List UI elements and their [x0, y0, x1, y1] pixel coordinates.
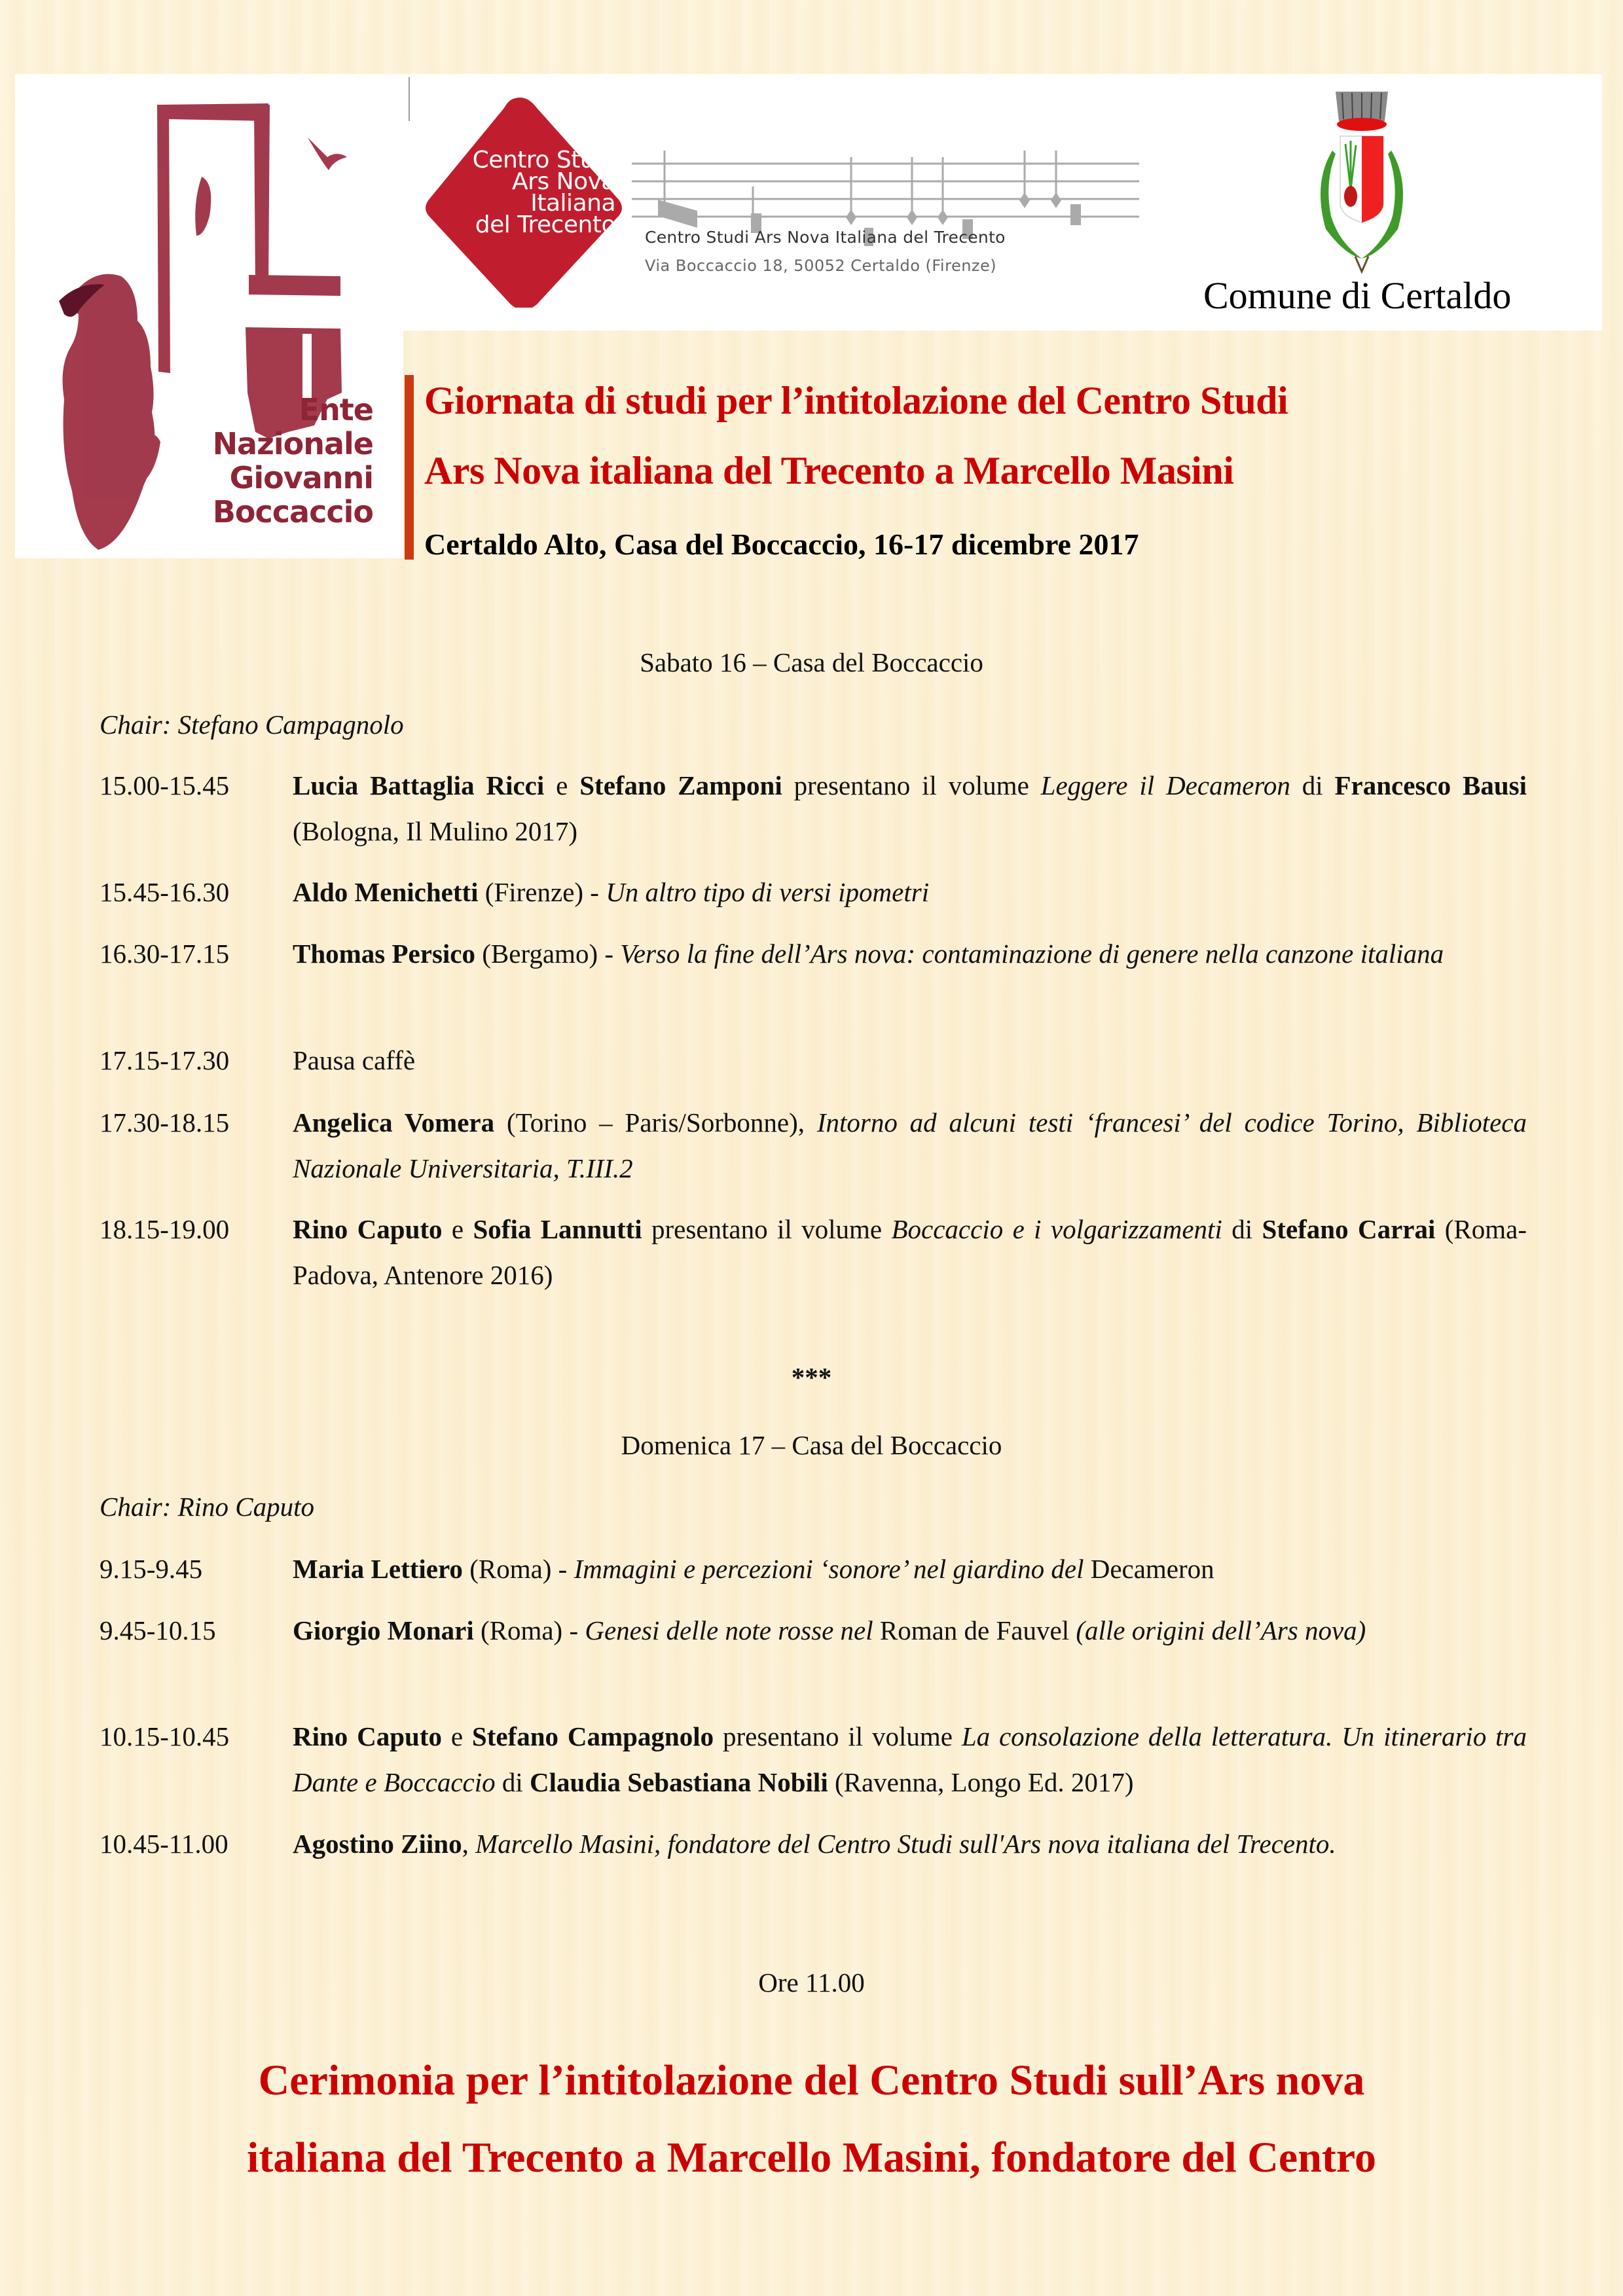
centro-studi-address: Via Boccaccio 18, 50052 Certaldo (Firenze) — [645, 257, 997, 275]
badge-line: Ars Nova — [512, 168, 615, 195]
session-description — [293, 1821, 1527, 1867]
session-time: 17.15-17.30 — [100, 1045, 230, 1075]
session-row — [100, 1607, 1527, 1653]
session-text: presentano il volume — [714, 1721, 962, 1751]
speaker-name: Rino Caputo — [293, 1214, 443, 1244]
session-description — [293, 1607, 1527, 1653]
speaker-name: Maria Lettiero — [293, 1554, 463, 1584]
speaker-name: Agostino Ziino — [293, 1829, 462, 1859]
talk-title: Verso la fine dell’Ars nova: contaminazione di genere nella canzone italiana — [620, 939, 1444, 969]
session-text: e — [442, 1214, 473, 1244]
session-text: Decameron — [1084, 1554, 1214, 1584]
session-description — [293, 762, 1527, 854]
talk-title: Marcello Masini, fondatore del Centro Studi sull'Ars nova italiana del Trecento. — [475, 1829, 1336, 1859]
session-text: e — [442, 1721, 472, 1751]
session-text: presentano il volume — [642, 1214, 892, 1244]
speaker-name: Claudia Sebastiana Nobili — [530, 1767, 828, 1797]
session-time: 9.45-10.15 — [100, 1615, 216, 1645]
closing-time: Ore 11.00 — [758, 1967, 865, 1998]
session-row — [100, 1206, 1527, 1298]
ente-logo-line: Boccaccio — [212, 494, 373, 529]
session-row — [100, 1713, 1527, 1805]
talk-title: Leggere il Decameron — [1040, 770, 1290, 800]
badge-line: Centro Studi — [472, 147, 615, 173]
speaker-name: Francesco Bausi — [1334, 770, 1527, 800]
session-row — [100, 1546, 1527, 1592]
session-text: di — [1290, 770, 1335, 800]
ceremony-line-2: italiana del Trecento a Marcello Masini, fondatore del Centro — [247, 2134, 1376, 2181]
talk-title: Immagini e percezioni ‘sonore’ nel giardino del — [574, 1554, 1084, 1584]
talk-title: La consolazione della letteratura. Un itinerario tra Dante e Boccaccio — [293, 1721, 1527, 1797]
session-text: di — [1222, 1214, 1262, 1244]
session-description — [293, 1037, 1527, 1083]
session-text: presentano il volume — [782, 770, 1041, 800]
speaker-name: Thomas Persico — [293, 939, 475, 969]
session-description — [293, 869, 1527, 915]
speaker-name: Giorgio Monari — [293, 1615, 474, 1645]
badge-line: del Trecento — [475, 211, 615, 238]
session-text: (Roma-Padova, Antenore 2016) — [293, 1214, 1527, 1290]
session-text: Roman de Fauvel — [873, 1615, 1076, 1645]
session-time: 17.30-18.15 — [100, 1107, 230, 1138]
session-time: 10.45-11.00 — [100, 1829, 228, 1859]
session-text: (Roma) - — [462, 1554, 574, 1584]
speaker-name: Lucia Battaglia Ricci — [293, 770, 545, 800]
ente-logo-line: Giovanni — [229, 460, 373, 495]
centro-studi-badge-text — [419, 149, 615, 236]
session-time: 15.45-16.30 — [100, 877, 230, 907]
session-row — [100, 1821, 1527, 1867]
session-text: (Bergamo) - — [475, 939, 621, 969]
session-description — [293, 931, 1527, 977]
event-subtitle: Certaldo Alto, Casa del Boccaccio, 16-17 dicembre 2017 — [424, 528, 1139, 561]
session-description — [293, 1100, 1527, 1191]
ceremony-title — [0, 2042, 1623, 2197]
chair-sunday: Chair: Rino Caputo — [100, 1492, 315, 1522]
talk-title: Genesi delle note rosse nel — [585, 1615, 873, 1645]
ente-boccaccio-logo-text — [164, 393, 373, 529]
talk-title: Boccaccio e i volgarizzamenti — [891, 1214, 1222, 1244]
session-time: 9.15-9.45 — [100, 1554, 203, 1584]
speaker-name: Rino Caputo — [293, 1721, 443, 1751]
ente-logo-line: Nazionale — [212, 426, 373, 461]
centro-studi-name: Centro Studi Ars Nova Italiana del Trecento — [645, 228, 1006, 247]
session-description — [293, 1546, 1527, 1592]
speaker-name: Stefano Campagnolo — [471, 1721, 714, 1751]
chair-saturday: Chair: Stefano Campagnolo — [100, 709, 404, 740]
session-time: 18.15-19.00 — [100, 1214, 230, 1244]
session-description — [293, 1713, 1527, 1805]
speaker-name: Sofia Lannutti — [473, 1214, 642, 1244]
day-heading-sunday: Domenica 17 – Casa del Boccaccio — [621, 1430, 1002, 1460]
session-description — [293, 1206, 1527, 1298]
session-text: (Firenze) - — [478, 877, 606, 907]
ente-logo-line: Ente — [299, 392, 373, 427]
day-heading-saturday: Sabato 16 – Casa del Boccaccio — [640, 647, 983, 677]
session-text: Pausa caffè — [293, 1045, 416, 1075]
session-text: (Roma) - — [473, 1615, 585, 1645]
talk-title: Un altro tipo di versi ipometri — [606, 877, 930, 907]
speaker-name: Stefano Carrai — [1262, 1214, 1436, 1244]
talk-title: (alle origini dell’Ars nova) — [1076, 1615, 1366, 1645]
session-text: (Ravenna, Longo Ed. 2017) — [828, 1767, 1134, 1797]
certaldo-coat-of-arms-icon — [1300, 85, 1424, 275]
session-row — [100, 1100, 1527, 1191]
talk-title: Intorno ad alcuni testi ‘francesi’ del codice Torino, Biblioteca Nazionale Universitaria, T.III.2 — [293, 1107, 1527, 1183]
speaker-name: Angelica Vomera — [293, 1107, 495, 1138]
session-time: 15.00-15.45 — [100, 770, 230, 800]
session-row — [100, 931, 1527, 977]
section-separator: *** — [791, 1362, 832, 1392]
event-title-line-2: Ars Nova italiana del Trecento a Marcello Masini — [424, 449, 1234, 492]
session-text: e — [544, 770, 580, 800]
session-row — [100, 869, 1527, 915]
title-accent-bar — [405, 375, 414, 560]
session-text: (Torino – Paris/Sorbonne), — [494, 1107, 817, 1138]
speaker-name: Stefano Zamponi — [579, 770, 782, 800]
session-row — [100, 1037, 1527, 1083]
session-text: , — [462, 1829, 476, 1859]
session-time: 10.15-10.45 — [100, 1721, 230, 1751]
event-title-line-1: Giornata di studi per l’intitolazione del Centro Studi — [424, 379, 1288, 422]
session-time: 16.30-17.15 — [100, 939, 230, 969]
badge-line: Italiana — [530, 190, 615, 217]
comune-di-certaldo-label: Comune di Certaldo — [1203, 274, 1512, 317]
session-row — [100, 762, 1527, 854]
session-text: (Bologna, Il Mulino 2017) — [293, 816, 578, 846]
ceremony-line-1: Cerimonia per l’intitolazione del Centro Studi sull’Ars nova — [258, 2056, 1365, 2104]
session-text: di — [495, 1767, 530, 1797]
speaker-name: Aldo Menichetti — [293, 877, 479, 907]
